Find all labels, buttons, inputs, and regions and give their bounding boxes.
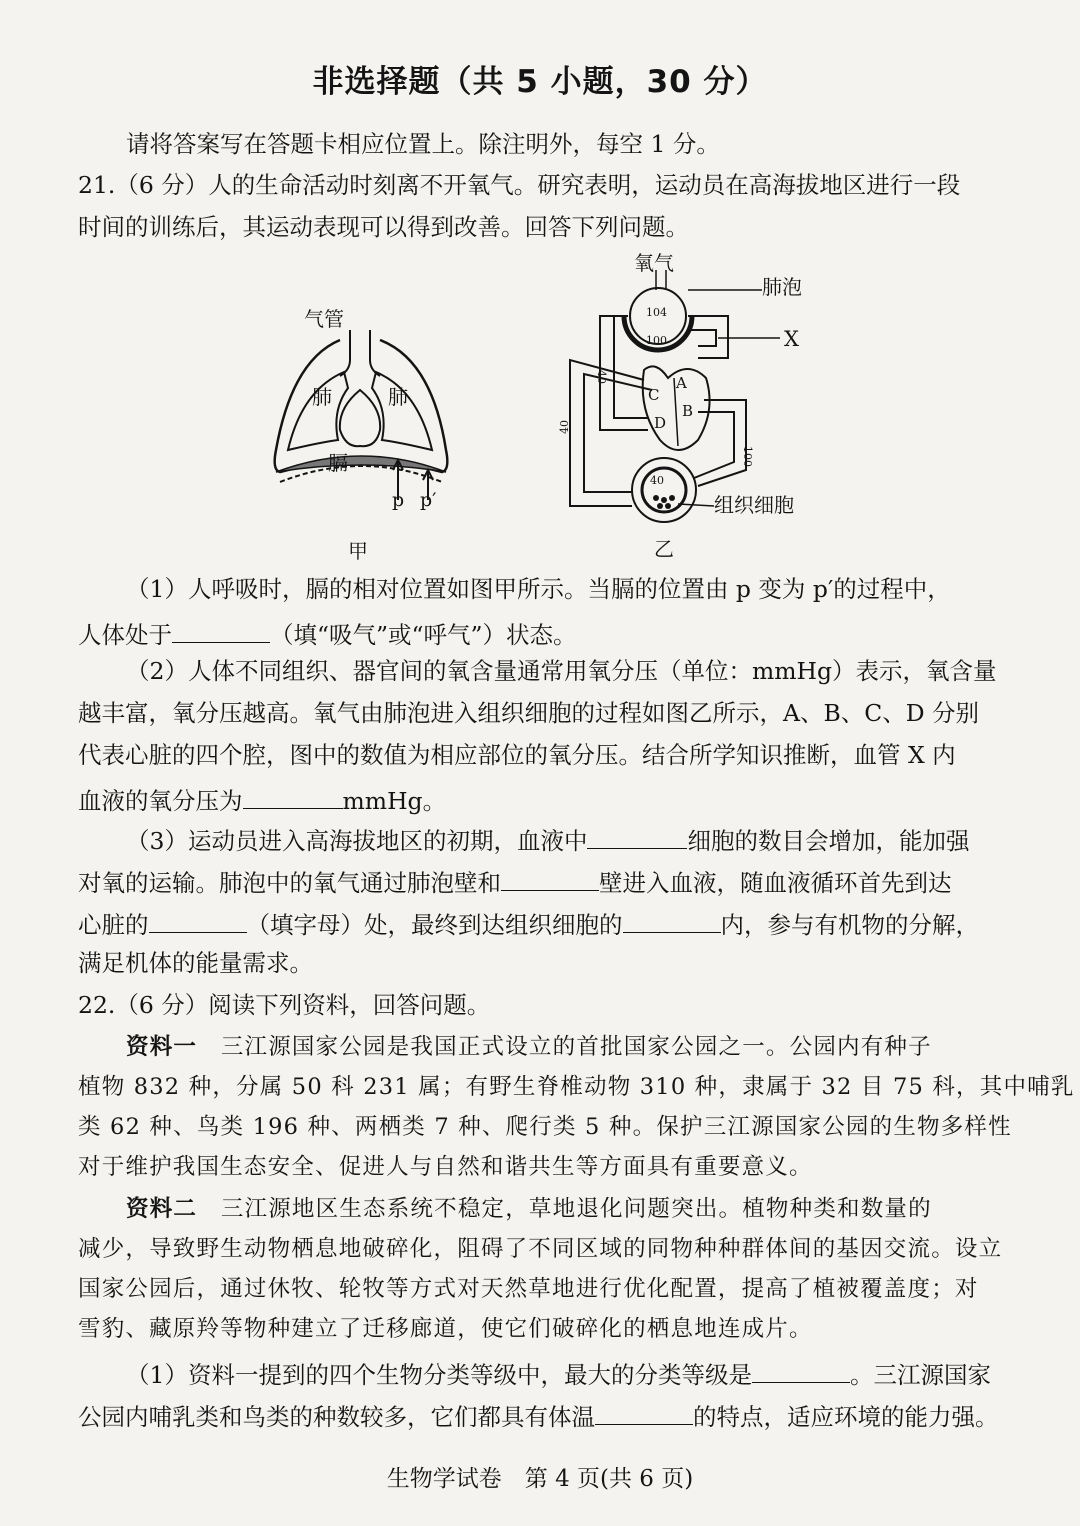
chamber-c: C xyxy=(648,386,660,404)
label-p: p xyxy=(392,489,405,511)
label-alveolus: 肺泡 xyxy=(762,275,802,299)
q21-p1-line1: （1）人呼吸时，膈的相对位置如图甲所示。当膈的位置由 p 变为 p′的过程中， xyxy=(126,575,951,603)
q22-material1-line4: 对于维护我国生态安全、促进人与自然和谐共生等方面具有重要意义。 xyxy=(78,1154,813,1180)
caption-yi: 乙 xyxy=(654,537,674,561)
answer-blank[interactable] xyxy=(172,620,270,643)
q21-p2-line3: 代表心脏的四个腔，图中的数值为相应部位的氧分压。结合所学知识推断，血管 X 内 xyxy=(78,741,956,769)
answer-blank[interactable] xyxy=(149,910,247,933)
chamber-a: A xyxy=(676,374,687,392)
label-tissue: 组织细胞 xyxy=(714,493,794,517)
figure-yi-circulation xyxy=(548,250,818,570)
answer-blank[interactable] xyxy=(623,910,721,933)
page-footer: 生物学试卷 第 4 页(共 6 页) xyxy=(386,1466,694,1492)
answer-blank[interactable] xyxy=(752,1360,850,1383)
q21-p3-line3: 心脏的 （填字母）处，最终到达组织细胞的 内，参与有机物的分解， xyxy=(78,911,979,939)
val-40-tissue: 40 xyxy=(650,474,664,487)
section-title: 非选择题（共 5 小题，30 分） xyxy=(312,64,768,100)
label-x: X xyxy=(784,327,799,351)
q22-material1-line3: 类 62 种、鸟类 196 种、两栖类 7 种、爬行类 5 种。保护三江源国家公园的生物多样性 xyxy=(78,1114,1012,1140)
q22-stem: 22.（6 分）阅读下列资料，回答问题。 xyxy=(78,991,491,1019)
q22-material1-line2: 植物 832 种，分属 50 科 231 属；有野生脊椎动物 310 种，隶属于 32 目 75 科，其中哺乳 xyxy=(78,1074,1075,1100)
val-100-right: 100 xyxy=(741,446,754,467)
chamber-d: D xyxy=(654,414,667,432)
q21-p2-line2: 越丰富，氧分压越高。氧气由肺泡进入组织细胞的过程如图乙所示，A、B、C、D 分别 xyxy=(78,699,980,727)
q22-p1-line1: （1）资料一提到的四个生物分类等级中，最大的分类等级是 。三江源国家 xyxy=(126,1361,991,1389)
q21-stem-line1: 21.（6 分）人的生命活动时刻离不开氧气。研究表明，运动员在高海拔地区进行一段 xyxy=(78,171,961,199)
q22-material2-line4: 雪豹、藏原羚等物种建立了迁移廊道，使它们破碎化的栖息地连成片。 xyxy=(78,1316,813,1342)
q21-p2-line4: 血液的氧分压为 mmHg。 xyxy=(78,787,447,815)
instruction-text: 请将答案写在答题卡相应位置上。除注明外，每空 1 分。 xyxy=(126,130,720,158)
label-oxygen: 氧气 xyxy=(634,251,674,275)
q22-material2-line3: 国家公园后，通过休牧、轮牧等方式对天然草地进行优化配置，提高了植被覆盖度；对 xyxy=(78,1276,979,1302)
val-104: 104 xyxy=(646,306,667,319)
q21-p3-line4: 满足机体的能量需求。 xyxy=(78,949,313,977)
q22-material2-line2: 减少，导致野生动物栖息地破碎化，阻碍了不同区域的同物种种群体间的基因交流。设立 xyxy=(78,1236,1003,1262)
label-trachea: 气管 xyxy=(304,307,344,331)
q21-p1-line2: 人体处于 （填“吸气”或“呼气”）状态。 xyxy=(78,621,577,649)
q21-p3-line1: （3）运动员进入高海拔地区的初期，血液中 细胞的数目会增加，能加强 xyxy=(126,827,970,855)
label-lung-left: 肺 xyxy=(312,385,332,409)
label-diaphragm: 膈 xyxy=(328,451,348,475)
q21-p2-line1: （2）人体不同组织、器官间的氧含量通常用氧分压（单位：mmHg）表示，氧含量 xyxy=(126,657,997,685)
caption-jia: 甲 xyxy=(348,539,368,563)
label-lung-right: 肺 xyxy=(388,385,408,409)
answer-blank[interactable] xyxy=(243,786,343,809)
val-40-left-a: 40 xyxy=(595,370,608,384)
label-p-prime: p′ xyxy=(420,489,437,511)
figure-jia-lungs xyxy=(262,300,462,570)
chamber-b: B xyxy=(682,402,694,420)
answer-blank[interactable] xyxy=(587,826,687,849)
val-40-left-b: 40 xyxy=(558,420,571,434)
q22-material1-line1: 资料一 三江源国家公园是我国正式设立的首批国家公园之一。公园内有种子 xyxy=(126,1034,932,1060)
q21-stem-line2: 时间的训练后，其运动表现可以得到改善。回答下列问题。 xyxy=(78,213,689,241)
q21-p3-line2: 对氧的运输。肺泡中的氧气通过肺泡壁和 壁进入血液，随血液循环首先到达 xyxy=(78,869,952,897)
q22-material2-line1: 资料二 三江源地区生态系统不稳定，草地退化问题突出。植物种类和数量的 xyxy=(126,1196,932,1222)
val-100-top: 100 xyxy=(646,334,667,347)
answer-blank[interactable] xyxy=(595,1402,693,1425)
answer-blank[interactable] xyxy=(501,868,599,891)
q22-p1-line2: 公园内哺乳类和鸟类的种数较多，它们都具有体温 的特点，适应环境的能力强。 xyxy=(78,1403,999,1431)
